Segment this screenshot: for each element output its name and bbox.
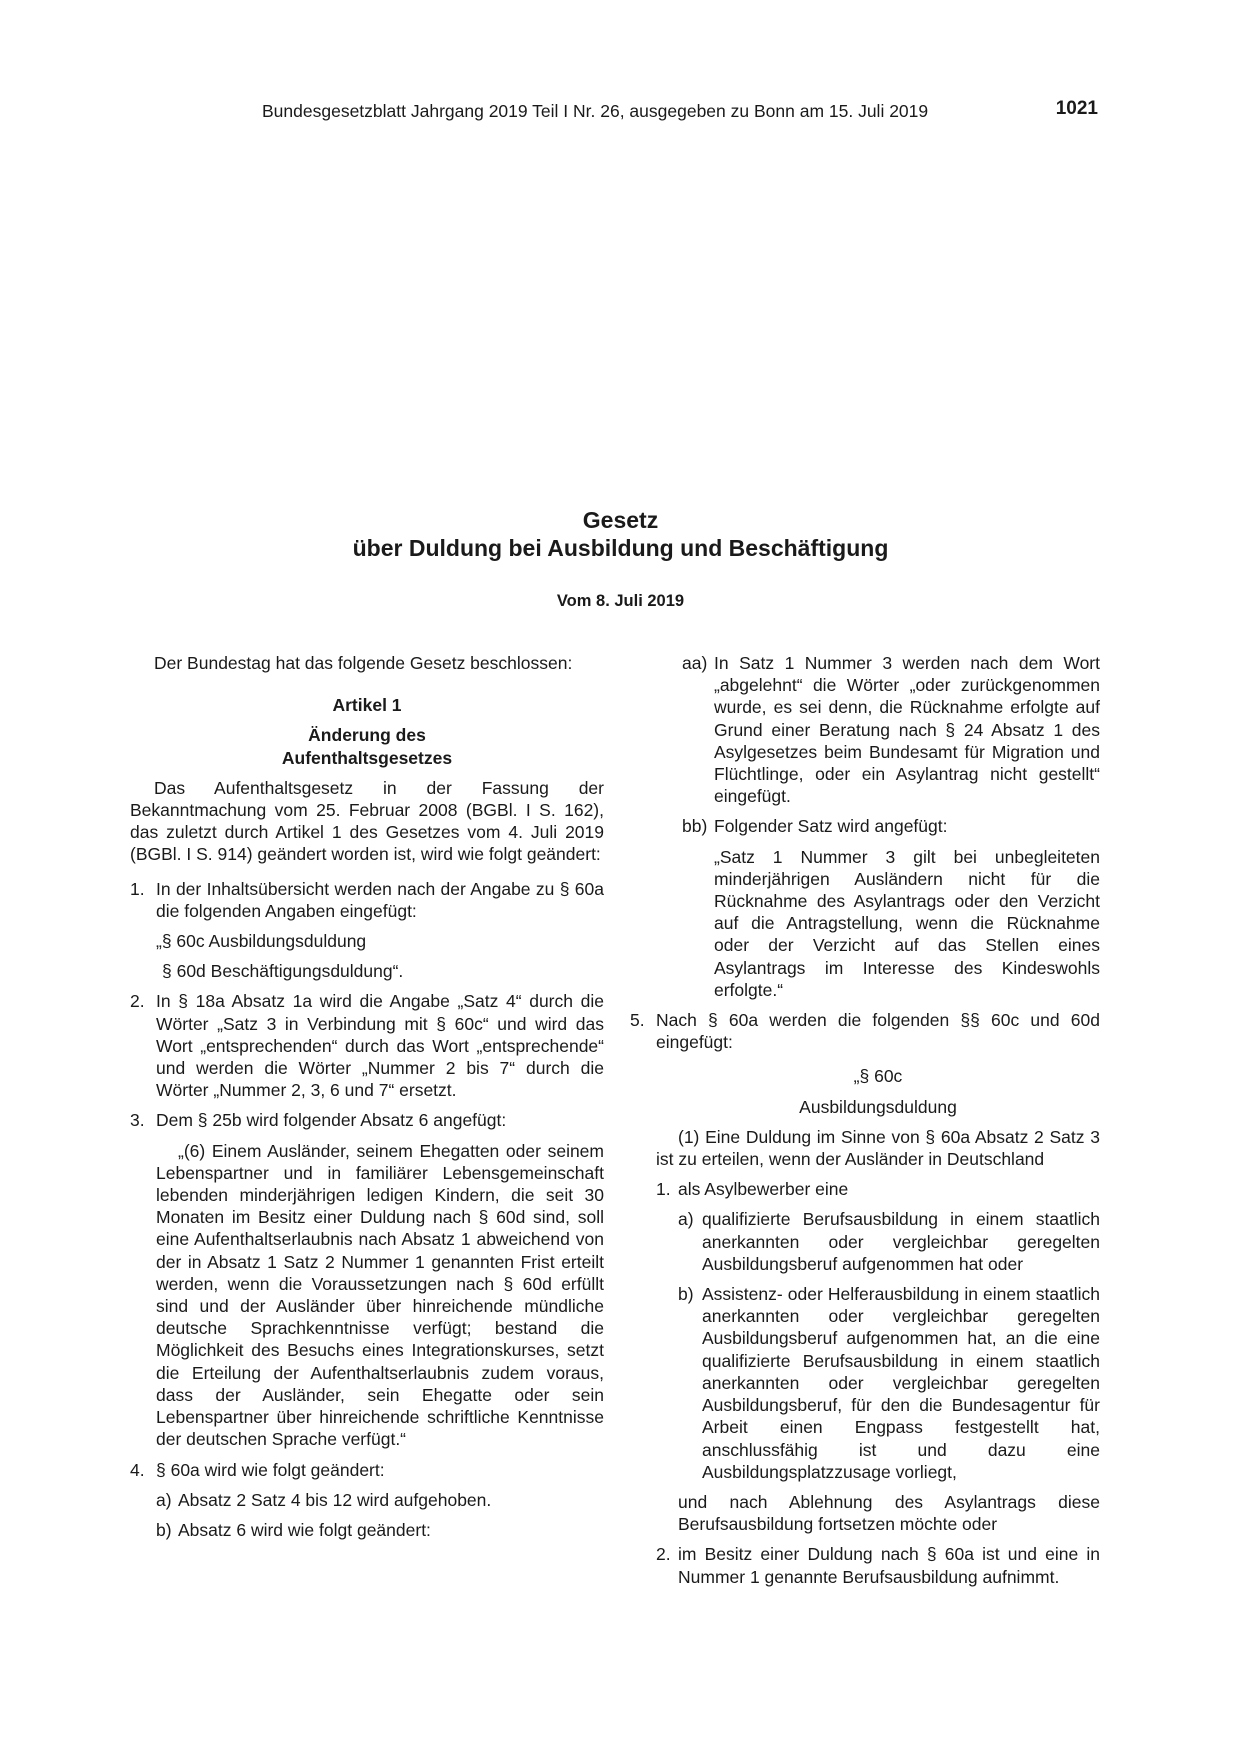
list-item-text: In der Inhaltsübersicht werden nach der Angabe zu § 60a die folgenden Angaben eingefügt: <box>156 878 604 921</box>
list-item-number: 1. <box>130 878 145 899</box>
running-title: Bundesgesetzblatt Jahrgang 2019 Teil I Nr. 26, ausgegeben zu Bonn am 15. Juli 2019 <box>262 101 929 121</box>
numbered-item-label: 1. <box>656 1179 671 1200</box>
sub-sub-list-item-text: In Satz 1 Nummer 3 werden nach dem Wort „abgelehnt“ die Wörter „oder zurückgenommen wurde, es sei denn, die Rücknahme erfolgte auf Grund einer Beratung nach § 24 Absatz 1 des Asylgesetzes beim Bundesamt für Migration und Flüchtlinge, oder ein Asylantrag nicht gestellt“ eingefügt. <box>714 653 1100 807</box>
lettered-item-label: a) <box>678 1209 694 1230</box>
lettered-item-text: Assistenz- oder Helferausbildung in einem staatlich anerkannten oder vergleichbar geregelten Ausbildungsberuf aufgenommen hat, an die eine qualifizierte Berufsausbildung in einem staatlich anerkannten oder vergleichbar geregelten Ausbildungsberuf, für den die Bundesagentur für Arbeit einen Engpass festgestellt hat, anschlussfähig ist und dazu eine Ausbildungsplatzzusage vorliegt, <box>702 1284 1100 1482</box>
page-number: 1021 <box>1055 98 1098 119</box>
sub-list-item-letter: a) <box>156 1489 172 1510</box>
sub-list-item-text: Absatz 2 Satz 4 bis 12 wird aufgehoben. <box>178 1489 492 1510</box>
list-item <box>130 990 604 1101</box>
list-item-text: Nach § 60a werden die folgenden §§ 60c und 60d eingefügt: <box>656 1010 1100 1053</box>
lettered-item <box>630 1208 1100 1275</box>
sub-list-item-text: Absatz 6 wird wie folgt geändert: <box>178 1519 431 1540</box>
lettered-item-text: qualifizierte Berufsausbildung in einem staatlich anerkannten oder vergleichbar geregelten Ausbildungsberuf aufgenommen hat oder <box>702 1209 1100 1274</box>
list-item-number: 4. <box>130 1459 145 1480</box>
numbered-item-text: im Besitz einer Duldung nach § 60a ist und eine in Nummer 1 genannte Berufsausbildung aufnimmt. <box>678 1544 1100 1587</box>
right-column <box>630 652 1100 1588</box>
article-intro-paragraph: Das Aufenthaltsgesetz in der Fassung der Bekanntmachung vom 25. Februar 2008 (BGBl. I S. 162), das zuletzt durch Artikel 1 des Gesetzes vom 4. Juli 2019 (BGBl. I S. 914) geändert worden ist, wird wie folgt geändert: <box>130 777 604 865</box>
numbered-item-text: als Asylbewerber eine <box>678 1179 849 1200</box>
list-item-number: 5. <box>630 1010 645 1031</box>
numbered-item-label: 2. <box>656 1544 671 1565</box>
continuation-text: und nach Ablehnung des Asylantrags diese Berufsausbildung fortsetzen möchte oder <box>678 1491 1100 1535</box>
sub-sub-list-item-label: aa) <box>682 653 708 673</box>
title-line-2: über Duldung bei Ausbildung und Beschäftigung <box>352 535 889 561</box>
quoted-entry: „§ 60c Ausbildungsduldung <box>156 931 367 952</box>
list-item <box>630 1009 1100 1053</box>
section-paragraph: (1) Eine Duldung im Sinne von § 60a Absatz 2 Satz 3 ist zu erteilen, wenn der Ausländer in Deutschland <box>656 1126 1100 1170</box>
sub-list-item <box>130 1519 604 1541</box>
article-subtitle-1: Änderung des <box>308 725 426 746</box>
list-item <box>130 1459 604 1481</box>
numbered-item <box>630 1543 1100 1587</box>
list-item-text: Dem § 25b wird folgender Absatz 6 angefügt: <box>156 1110 507 1131</box>
section-number: „§ 60c <box>853 1066 903 1087</box>
sub-sub-list-item <box>630 815 1100 837</box>
list-item-text: § 60a wird wie folgt geändert: <box>156 1459 385 1480</box>
sub-list-item-letter: b) <box>156 1519 172 1540</box>
numbered-item <box>630 1178 1100 1200</box>
lettered-item-label: b) <box>678 1284 694 1305</box>
law-title-block <box>0 506 1241 611</box>
law-date: Vom 8. Juli 2019 <box>556 592 685 610</box>
enactment-clause: Der Bundestag hat das folgende Gesetz beschlossen: <box>154 653 573 673</box>
article-heading: Artikel 1 <box>332 695 402 716</box>
sub-list-item <box>130 1489 604 1511</box>
section-title: Ausbildungsduldung <box>799 1096 957 1117</box>
quoted-sentence: „Satz 1 Nummer 3 gilt bei unbegleiteten minderjährigen Ausländern nicht für die Rücknahme des Asylantrags oder den Verzicht auf die Antragstellung, wenn die Rücknahme oder der Verzicht auf das Stellen eines Asylantrags im Interesse des Kindeswohls erfolgte.“ <box>714 846 1100 1000</box>
article-subtitle-2: Aufenthaltsgesetzes <box>281 747 453 768</box>
title-line-1: Gesetz <box>582 507 659 533</box>
list-item <box>130 1109 604 1131</box>
sub-sub-list-item-text: Folgender Satz wird angefügt: <box>714 816 948 837</box>
list-item <box>130 878 604 922</box>
list-item-number: 2. <box>130 991 145 1012</box>
quoted-paragraph: „(6) Einem Ausländer, seinem Ehegatten oder seinem Lebenspartner und in familiärer Lebensgemeinschaft lebenden minderjährigen ledigen Kindern, die seit 30 Monaten im Besitz einer Duldung nach § 60d sind, soll eine Aufenthaltserlaubnis nach Absatz 1 abweichend von der in Absatz 1 Satz 2 Nummer 1 genannten Frist erteilt werden, wenn die Voraussetzungen nach § 60d erfüllt sind und der Ausländer über hinreichende mündliche deutsche Sprachkenntnisse verfügt; bestand die Möglichkeit des Besuchs eines Integrationskurses, setzt die Erteilung der Aufenthaltserlaubnis zudem voraus, dass der Ausländer, sein Ehegatte oder sein Lebenspartner über hinreichende schriftliche Kenntnisse der deutschen Sprache verfügt.“ <box>156 1140 604 1450</box>
lettered-item <box>630 1283 1100 1483</box>
left-column <box>130 652 604 1541</box>
sub-sub-list-item <box>630 652 1100 807</box>
list-item-text: In § 18a Absatz 1a wird die Angabe „Satz 4“ durch die Wörter „Satz 3 in Verbindung mit § 60c“ und wird das Wort „entsprechenden“ durch das Wort „entsprechende“ und werden die Wörter „Nummer 2 bis 7“ durch die Wörter „Nummer 2, 3, 6 und 7“ ersetzt. <box>156 991 604 1101</box>
sub-sub-list-item-label: bb) <box>682 816 708 837</box>
running-header <box>262 98 1098 124</box>
quoted-entry: § 60d Beschäftigungsduldung“. <box>162 961 404 982</box>
list-item-number: 3. <box>130 1110 145 1131</box>
